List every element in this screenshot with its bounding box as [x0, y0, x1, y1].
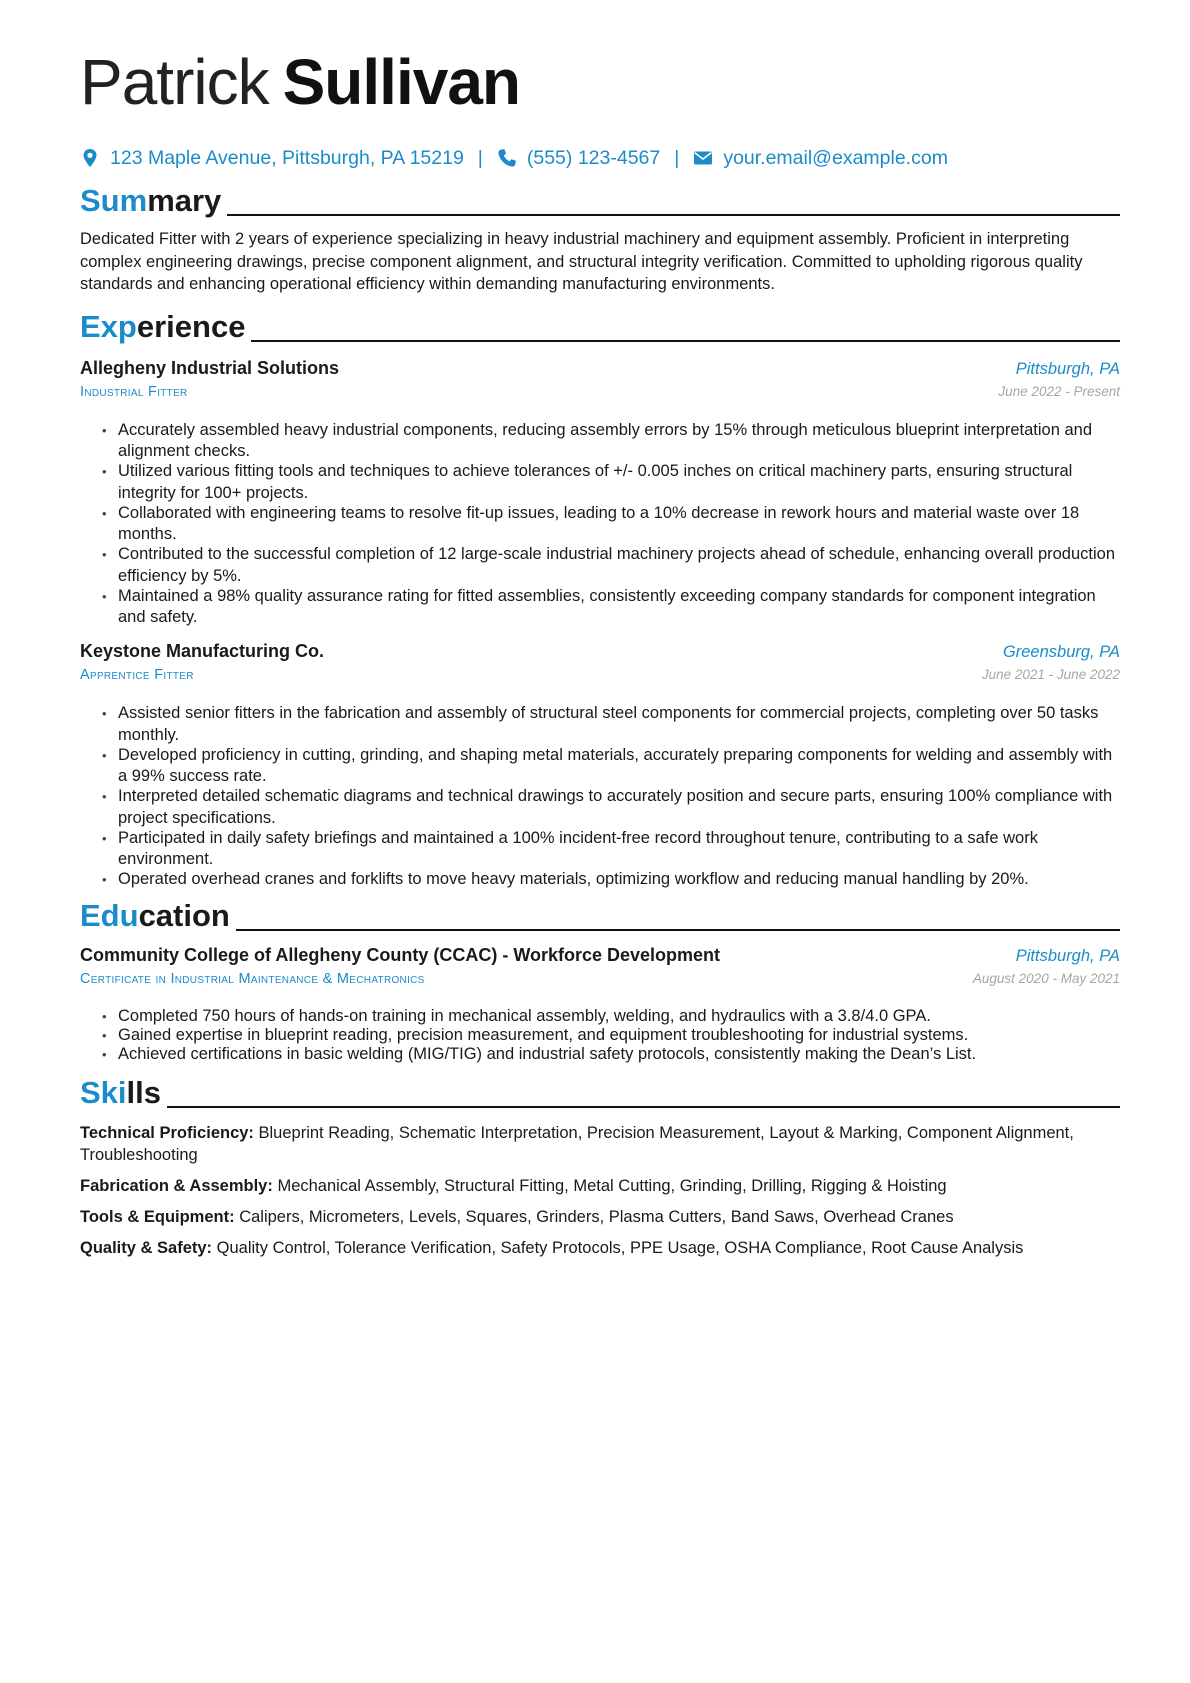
education-dates: August 2020 - May 2021	[972, 971, 1120, 986]
bullet-list	[80, 703, 1120, 891]
skill-values: Calipers, Micrometers, Levels, Squares, Grinders, Plasma Cutters, Band Saws, Overhead Cranes	[239, 1208, 954, 1226]
skill-category: Fabrication & Assembly:	[80, 1177, 273, 1195]
section-rule	[236, 929, 1120, 931]
phone-icon	[497, 148, 517, 168]
envelope-icon	[693, 148, 713, 168]
job-location: Greensburg, PA	[1002, 643, 1120, 661]
address-text: 123 Maple Avenue, Pittsburgh, PA 15219	[110, 146, 464, 169]
contact-line	[80, 144, 1120, 172]
section-title: Skills	[80, 1075, 161, 1110]
section-rule	[251, 340, 1120, 342]
skill-values: Blueprint Reading, Schematic Interpretation, Precision Measurement, Layout & Marking, Component Alignment, Troubleshooting	[80, 1124, 1074, 1164]
skill-values: Quality Control, Tolerance Verification, Safety Protocols, PPE Usage, OSHA Compliance, Root Cause Analysis	[216, 1239, 1024, 1257]
bullet-item: • Collaborated with engineering teams to resolve fit-up issues, leading to a 10% decrease in rework hours and material waste over 18 months.	[80, 503, 1120, 546]
resume-page	[80, 40, 1120, 1259]
experience-entry	[80, 641, 1120, 891]
bullet-item: • Utilized various fitting tools and techniques to achieve tolerances of +/- 0.005 inches on critical machinery parts, ensuring structural integrity for 100+ projects.	[80, 461, 1120, 504]
bullet-list	[80, 420, 1120, 629]
skill-line	[80, 1237, 1120, 1259]
school-name: Community College of Allegheny County (CCAC) - Workforce Development	[80, 945, 721, 965]
education-entry	[80, 945, 1120, 1064]
summary-heading	[80, 182, 1120, 220]
bullet-item: • Achieved certifications in basic welding (MIG/TIG) and industrial safety protocols, consistently making the Dean’s List.	[80, 1045, 1120, 1064]
employer-name: Allegheny Industrial Solutions	[80, 357, 340, 378]
job-dates: June 2022 - Present	[998, 383, 1120, 399]
section-title: Experience	[80, 308, 246, 344]
skill-category: Tools & Equipment:	[80, 1208, 235, 1226]
bullet-item: • Contributed to the successful completion of 12 large-scale industrial machinery projects ahead of schedule, enhancing overall production efficiency by 5%.	[80, 544, 1120, 587]
section-title: Summary	[80, 183, 222, 218]
bullet-item: • Maintained a 98% quality assurance rating for fitted assemblies, consistently exceeding company standards for component integration and safety.	[80, 586, 1120, 629]
bullet-item: • Accurately assembled heavy industrial components, reducing assembly errors by 15% through meticulous blueprint interpretation and alignment checks.	[80, 420, 1120, 463]
bullet-item: • Completed 750 hours of hands-on training in mechanical assembly, welding, and hydraulics with a 3.8/4.0 GPA.	[80, 1007, 1120, 1026]
bullet-item: • Operated overhead cranes and forklifts to move heavy materials, optimizing workflow and reducing manual handling by 20%.	[80, 869, 1120, 891]
email-link[interactable]: your.email@example.com	[723, 146, 948, 169]
skills-heading	[80, 1074, 1120, 1112]
employer-name: Keystone Manufacturing Co.	[80, 641, 325, 661]
experience-entry	[80, 358, 1120, 629]
school-location: Pittsburgh, PA	[1015, 947, 1120, 965]
last-name: Sullivan	[282, 46, 520, 118]
skill-values: Mechanical Assembly, Structural Fitting, Metal Cutting, Grinding, Drilling, Rigging & Hoisting	[277, 1177, 947, 1195]
skill-line	[80, 1206, 1120, 1228]
section-rule	[167, 1106, 1120, 1108]
bullet-item: • Gained expertise in blueprint reading, precision measurement, and equipment troubleshooting for industrial systems.	[80, 1026, 1120, 1045]
skill-line	[80, 1175, 1120, 1197]
contact-separator: |	[674, 146, 680, 169]
experience-heading	[80, 308, 1120, 346]
job-location: Pittsburgh, PA	[1015, 359, 1120, 378]
bullet-item: • Developed proficiency in cutting, grinding, and shaping metal materials, accurately preparing components for welding and assembly with a 99% success rate.	[80, 745, 1120, 788]
credential: Certificate in Industrial Maintenance & Mechatronics	[80, 971, 425, 987]
job-title: Apprentice Fitter	[80, 667, 194, 683]
summary-text: Dedicated Fitter with 2 years of experience specializing in heavy industrial machinery and equipment assembly. Proficient in interpreting complex engineering drawings, precise component alignment, and structural integrity verification. Committed to upholding rigorous quality standards and enhancing operational efficiency within demanding manufacturing environments.	[80, 230, 1083, 293]
skill-line	[80, 1122, 1120, 1166]
section-rule	[227, 214, 1120, 216]
skill-category: Quality & Safety:	[80, 1239, 213, 1257]
candidate-name	[80, 40, 1120, 124]
education-heading	[80, 897, 1120, 935]
skill-category: Technical Proficiency:	[80, 1124, 254, 1142]
bullet-item: • Participated in daily safety briefings and maintained a 100% incident-free record throughout tenure, contributing to a safe work environment.	[80, 828, 1120, 871]
job-dates: June 2021 - June 2022	[981, 667, 1120, 682]
contact-separator: |	[477, 146, 483, 169]
map-pin-icon	[80, 148, 100, 168]
first-name: Patrick	[80, 46, 269, 118]
section-title: Education	[80, 898, 230, 933]
phone-text: (555) 123-4567	[526, 146, 661, 169]
job-title: Industrial Fitter	[80, 383, 188, 400]
bullet-item: • Interpreted detailed schematic diagrams and technical drawings to accurately position and secure parts, ensuring 100% compliance with project specifications.	[80, 786, 1120, 829]
bullet-item: • Assisted senior fitters in the fabrication and assembly of structural steel components for commercial projects, completing over 50 tasks monthly.	[80, 703, 1120, 746]
bullet-list	[80, 1007, 1120, 1064]
